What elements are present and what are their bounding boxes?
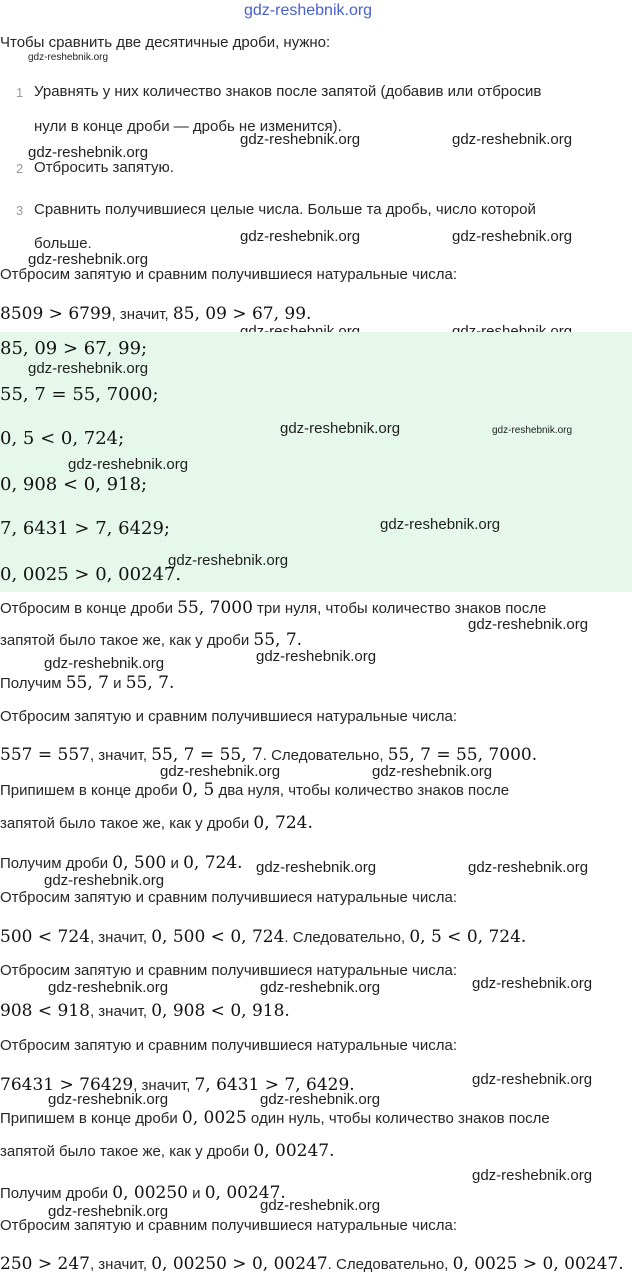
watermark: gdz-reshebnik.org: [256, 648, 377, 665]
watermark: gdz-reshebnik.org: [160, 763, 281, 780]
word: запятой было такое же, как у дроби: [0, 1143, 254, 1160]
example-line: [0, 304, 311, 324]
explanation-line: [0, 745, 537, 765]
watermark: gdz-reshebnik.org: [492, 425, 573, 436]
answer-line: 0, 908 < 0, 918;: [0, 474, 148, 495]
watermark: gdz-reshebnik.org: [240, 131, 361, 148]
word: два нуля, чтобы количество знаков после: [214, 782, 510, 799]
watermark: gdz-reshebnik.org: [452, 228, 573, 245]
math: 76431 > 76429: [0, 1075, 134, 1095]
math: 8509 > 6799: [0, 304, 112, 324]
instruction-text: Отбросим запятую и сравним получившиеся натуральные числа:: [0, 1217, 457, 1234]
word: и: [188, 1185, 205, 1202]
instruction-text: Отбросим запятую и сравним получившиеся натуральные числа:: [0, 708, 457, 725]
math: 55, 7.: [125, 673, 175, 693]
watermark: gdz-reshebnik.org: [28, 360, 149, 377]
intro-text: Чтобы сравнить две десятичные дроби, нужно:: [0, 34, 331, 51]
explanation-line: [0, 1254, 624, 1274]
watermark: gdz-reshebnik.org: [468, 859, 589, 876]
word: Получим: [0, 675, 66, 692]
word: запятой было такое же, как у дроби: [0, 632, 254, 649]
math: 55, 7 = 55, 7: [151, 745, 263, 765]
instruction-text: Отбросим запятую и сравним получившиеся натуральные числа:: [0, 1037, 457, 1054]
math: 0, 5: [181, 780, 215, 800]
watermark: gdz-reshebnik.org: [372, 763, 493, 780]
step-text: Сравнить получившиеся целые числа. Больше та дробь, число которой: [34, 201, 536, 218]
explanation-line: [0, 1141, 335, 1161]
word: , значит,: [89, 1256, 152, 1273]
math: 0, 0025: [181, 1108, 247, 1128]
math: 557 = 557: [0, 745, 90, 765]
instruction-text: Отбросим запятую и сравним получившиеся натуральные числа:: [0, 889, 457, 906]
explanation-line: [0, 630, 302, 650]
explanation-line: [0, 780, 509, 800]
math: 0, 500: [112, 853, 167, 873]
math: 7, 6431 > 7, 6429.: [194, 1075, 355, 1095]
answer-line: 7, 6431 > 7, 6429;: [0, 518, 170, 539]
watermark: gdz-reshebnik.org: [260, 979, 381, 996]
answer-line: 0, 5 < 0, 724;: [0, 428, 125, 449]
watermark: gdz-reshebnik.org: [260, 1197, 381, 1214]
word: . Следовательно,: [262, 747, 388, 764]
watermark: gdz-reshebnik.org: [256, 859, 377, 876]
math: 55, 7.: [253, 630, 303, 650]
answer-line: 85, 09 > 67, 99;: [0, 338, 148, 359]
instruction-text: Отбросим запятую и сравним получившиеся натуральные числа:: [0, 266, 457, 283]
answer-line: 55, 7 = 55, 7000;: [0, 384, 159, 405]
math: 0, 00250: [112, 1183, 188, 1203]
word: , значит,: [111, 306, 173, 323]
watermark: gdz-reshebnik.org: [44, 872, 165, 889]
watermark: gdz-reshebnik.org: [48, 979, 169, 996]
word: три нуля, чтобы количество знаков после: [252, 600, 547, 617]
word: и: [109, 675, 126, 692]
math: 0, 00247.: [204, 1183, 286, 1203]
watermark: gdz-reshebnik.org: [280, 420, 401, 437]
explanation-line: [0, 1001, 290, 1021]
math: 55, 7 = 55, 7000.: [387, 745, 538, 765]
watermark: gdz-reshebnik.org: [452, 131, 573, 148]
explanation-line: [0, 813, 313, 833]
word: . Следовательно,: [327, 1256, 453, 1273]
math: 250 > 247: [0, 1254, 90, 1274]
explanation-line: [0, 598, 546, 618]
word: . Следовательно,: [284, 929, 410, 946]
step-text: больше.: [34, 235, 92, 252]
watermark: gdz-reshebnik.org: [28, 251, 149, 268]
watermark: gdz-reshebnik.org: [240, 228, 361, 245]
explanation-line: [0, 673, 174, 693]
math: 0, 500 < 0, 724: [151, 927, 285, 947]
step-text: Отбросить запятую.: [34, 159, 174, 176]
explanation-line: [0, 853, 243, 873]
watermark: gdz-reshebnik.org: [68, 456, 189, 473]
math: 0, 5 < 0, 724.: [409, 927, 527, 947]
watermark: gdz-reshebnik.org: [28, 52, 109, 63]
word: , значит,: [133, 1077, 195, 1094]
word: Получим дроби: [0, 855, 113, 872]
math: 0, 00247.: [253, 1141, 335, 1161]
answer-line: 0, 0025 > 0, 00247.: [0, 564, 182, 585]
explanation-line: [0, 927, 526, 947]
word: , значит,: [89, 1003, 152, 1020]
step-number: 1: [16, 85, 24, 100]
watermark: gdz-reshebnik.org: [260, 1091, 381, 1108]
step-text: нули в конце дроби — дробь не изменится).: [34, 118, 342, 135]
math: 85, 09 > 67, 99.: [172, 304, 312, 324]
math: 908 < 918: [0, 1001, 90, 1021]
word: Получим дроби: [0, 1185, 113, 1202]
watermark: gdz-reshebnik.org: [468, 616, 589, 633]
word: и: [166, 855, 184, 872]
instruction-text: Отбросим запятую и сравним получившиеся натуральные числа:: [0, 962, 457, 979]
math: 0, 908 < 0, 918.: [151, 1001, 290, 1021]
math: 55, 7000: [177, 598, 253, 618]
math: 500 < 724: [0, 927, 90, 947]
step-text: Уравнять у них количество знаков после запятой (добавив или отбросив: [34, 83, 542, 100]
math: 0, 0025 > 0, 00247.: [452, 1254, 624, 1274]
word: Припишем в конце дроби: [0, 782, 182, 799]
word: один нуль, чтобы количество знаков после: [246, 1110, 550, 1127]
step-number: 2: [16, 161, 24, 176]
math: 0, 00250 > 0, 00247: [151, 1254, 328, 1274]
word: , значит,: [89, 929, 152, 946]
math: 0, 724.: [183, 853, 243, 873]
step-number: 3: [16, 203, 24, 218]
word: Припишем в конце дроби: [0, 1110, 182, 1127]
watermark: gdz-reshebnik.org: [44, 655, 165, 672]
watermark: gdz-reshebnik.org: [48, 1091, 169, 1108]
site-title: gdz-reshebnik.org: [244, 2, 373, 19]
word: запятой было такое же, как у дроби: [0, 815, 254, 832]
watermark: gdz-reshebnik.org: [380, 516, 501, 533]
watermark: gdz-reshebnik.org: [48, 1203, 169, 1220]
word: , значит,: [89, 747, 152, 764]
explanation-line: [0, 1108, 550, 1128]
math: 55, 7: [65, 673, 109, 693]
word: Отбросим в конце дроби: [0, 600, 178, 617]
watermark: gdz-reshebnik.org: [28, 144, 149, 161]
watermark: gdz-reshebnik.org: [472, 1167, 593, 1184]
math: 0, 724.: [253, 813, 313, 833]
watermark: gdz-reshebnik.org: [168, 552, 289, 569]
watermark: gdz-reshebnik.org: [472, 1071, 593, 1088]
explanation-line: [0, 1183, 286, 1203]
watermark: gdz-reshebnik.org: [472, 975, 593, 992]
